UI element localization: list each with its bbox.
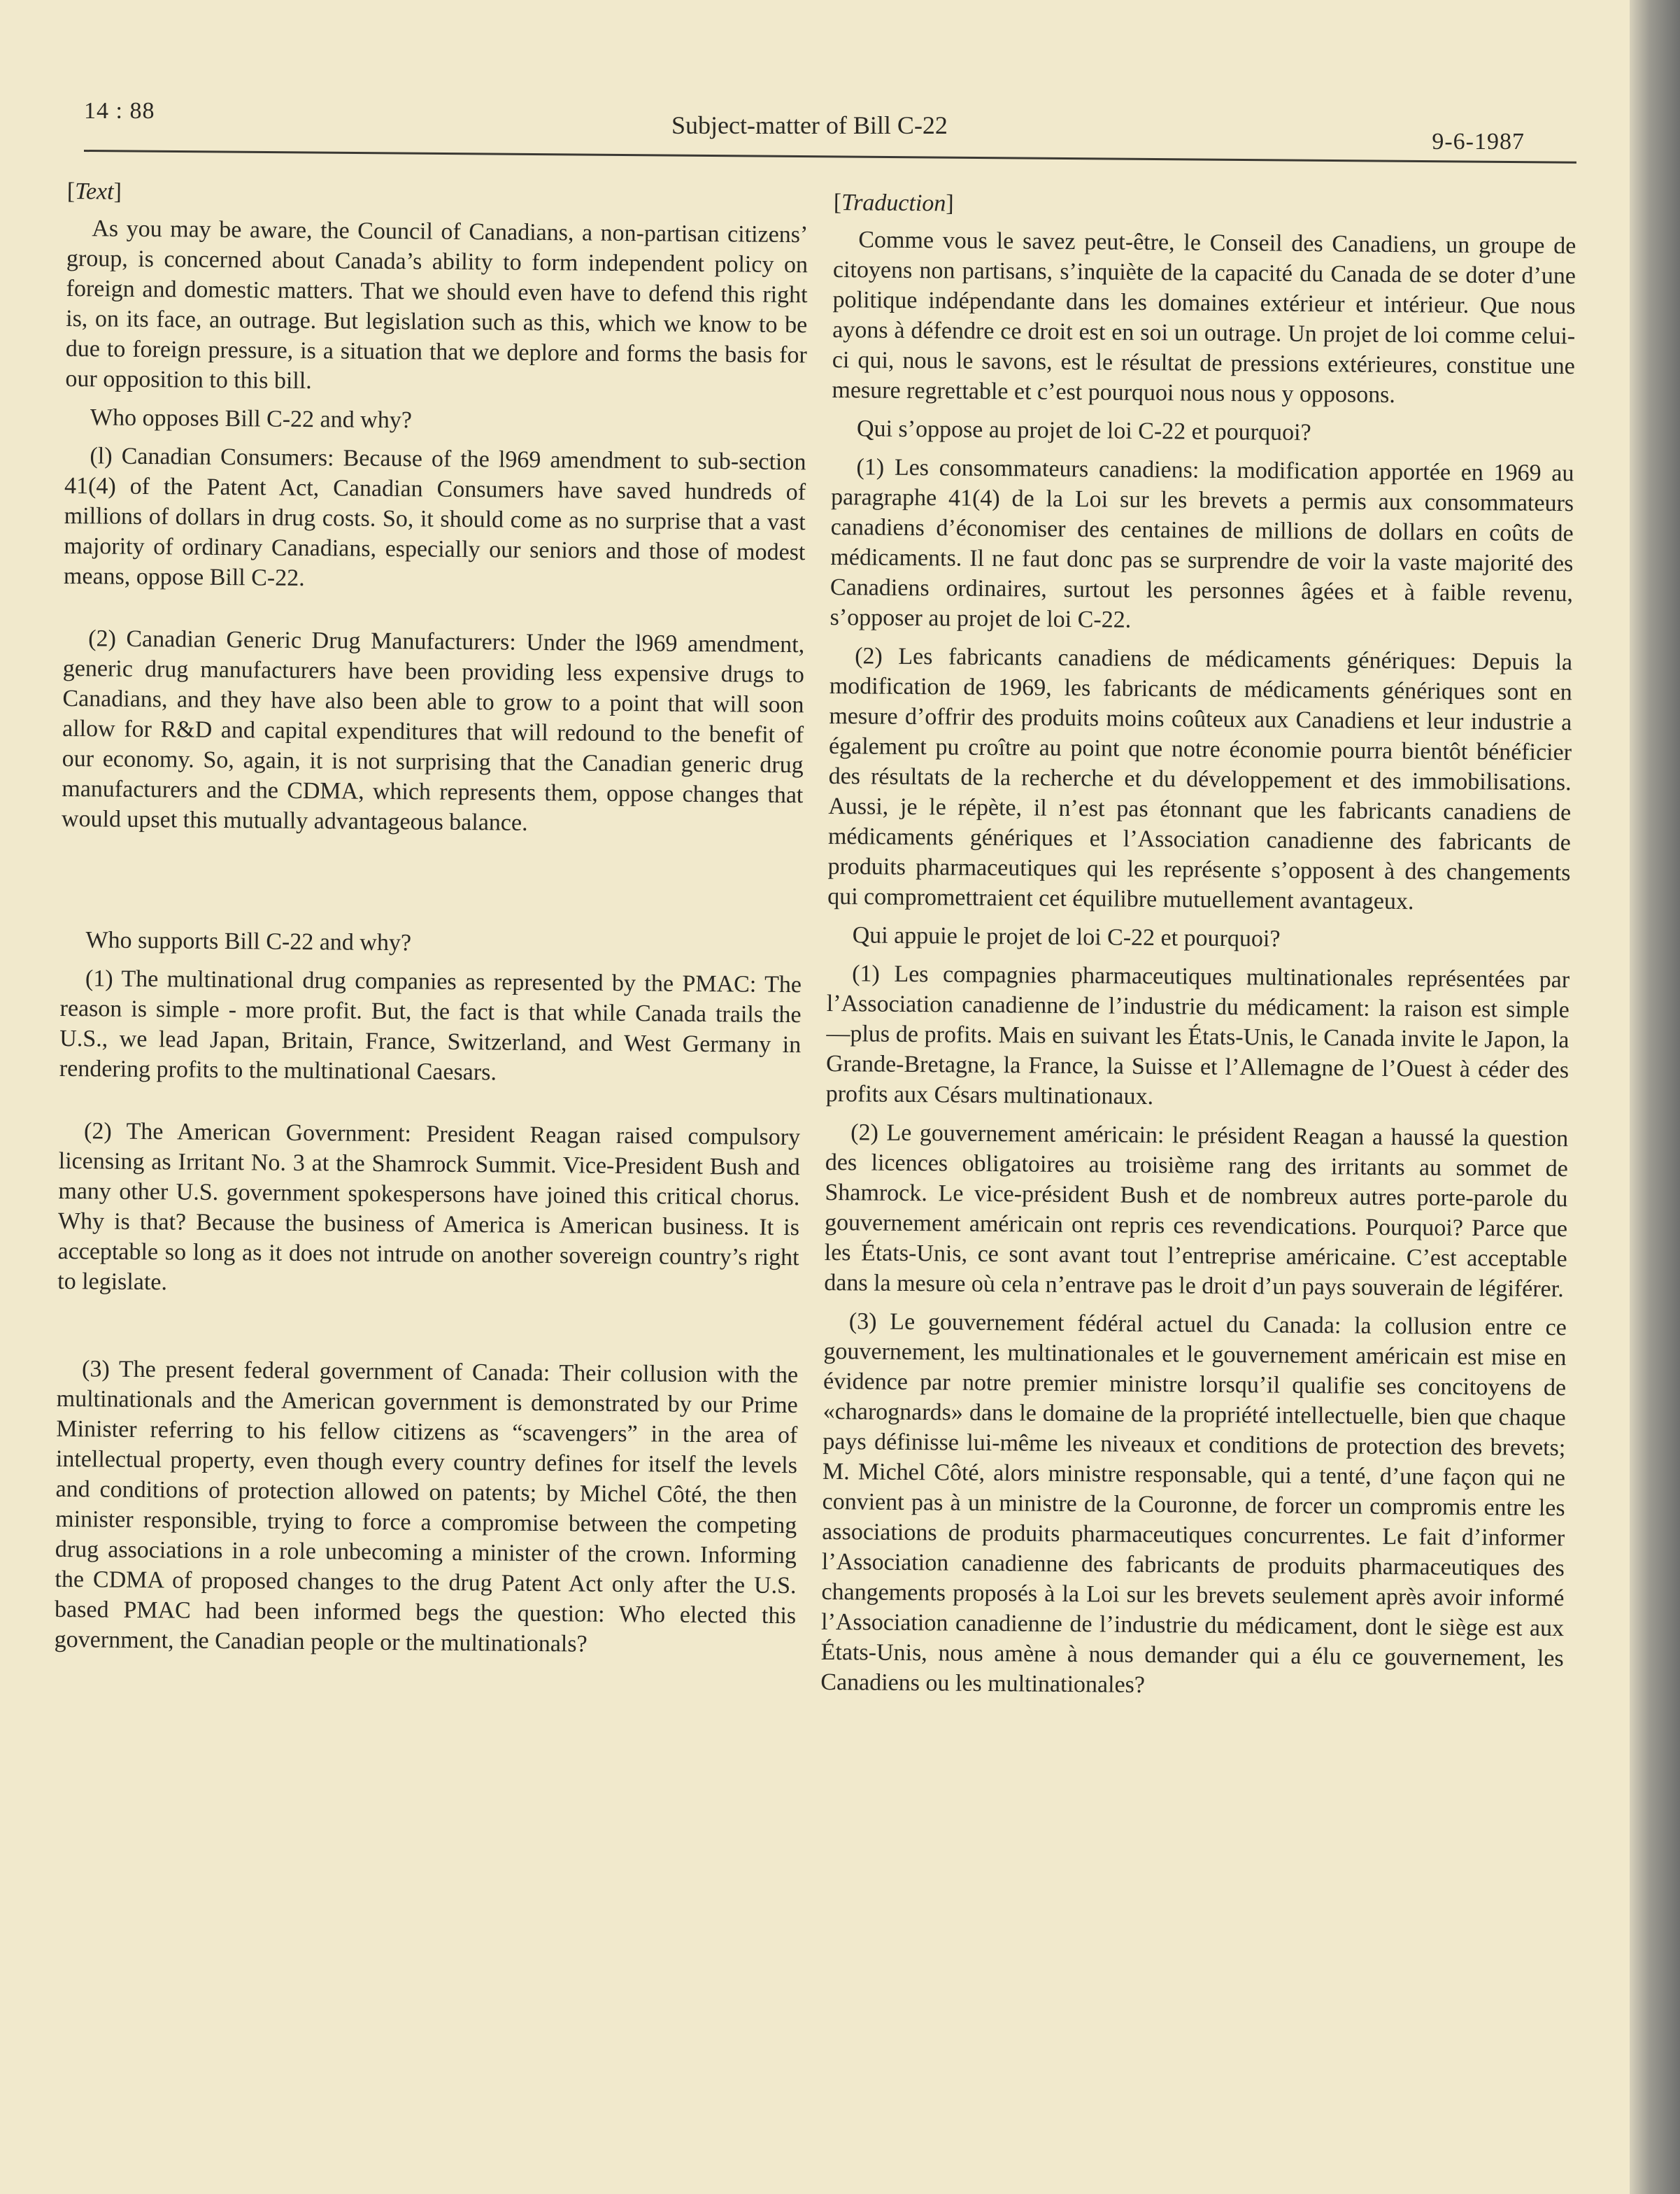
header-rule: [84, 150, 1576, 164]
section-label-text: [Text]: [66, 178, 122, 205]
paragraph-federal-government-fr: (3) Le gouvernement fédéral actuel du Canada: la collusion entre ce gouvernement, les multinationales et le gouvernement américain est mise en évidence par notre premier ministre lorsqu’il qualifie ses concitoyens de «charognards» dans le domaine de la propriété intellectuelle, bien que chaque pays définisse lui-même les niveaux et conditions de protection des brevets; M. Michel Côté, alors ministre responsable, qui a tenté, d’une façon qui ne convient pas à un ministre de la Couronne, de forcer un compromis entre les associations de produits pharmaceutiques concurrentes. Le fait d’informer l’Association canadienne des fabricants de produits pharmaceutiques des changements proposés à la Loi sur les brevets seulement après avoir informé l’Association canadienne de l’industrie du médicament, dont le siège est aux États-Unis, nous amène à nous demander qui a élu ce gouvernement, les Canadiens ou les multinationales?: [820, 1308, 1567, 1698]
paragraph-generic-manufacturers: (2) Canadian Generic Drug Manufacturers: Under the l969 amendment, generic drug manufacturers have been providing less expensive drugs to Canadians, and they have also been able to grow to a point that will soon allow for R&D and capital expenditures that will redound to the benefit of our economy. So, again, it is not surprising that the Canadian generic drug manufacturers and the CDMA, which represents them, oppose changes that would upset this mutually advantageous balance.: [61, 625, 805, 836]
paragraph-american-government: (2) The American Government: President Reagan raised compulsory licensing as Irritant No. 3 at the Shamrock Summit. Vice-President Bush and many other U.S. government spokespersons have joined this critical chorus. Why is that? Because the business of America is American business. It is acceptable so long as it does not intrude on another sovereign country’s right to legislate.: [57, 1118, 801, 1296]
paragraph-opposers-heading: Who opposes Bill C-22 and why?: [90, 404, 413, 434]
paragraph-supporters-heading: Who supports Bill C-22 and why?: [85, 927, 412, 956]
spacer: [61, 842, 803, 931]
section-label-traduction-value: Traduction: [841, 190, 946, 217]
binding-shadow: [1630, 0, 1680, 2194]
section-label-text-value: Text: [74, 178, 114, 205]
paragraph-consumers: (l) Canadian Consumers: Because of the l969 amendment to sub-section 41(4) of the Patent Act, Canadian Consumers have saved hundreds of millions of dollars in drug costs. So, it should come as no surprise that a vast majority of ordinary Canadians, especially our seniors and those of modest means, oppose Bill C-22.: [63, 443, 806, 591]
paragraph-federal-government: (3) The present federal government of Canada: Their collusion with the multinationals and the American government is demonstrated by our Prime Minister referring to his fellow citizens as “scavengers” in the area of intellectual property, even though every country defines for itself the levels and conditions of protection allowed on patents; by Michel Côté, the then minister responsible, trying to force a compromise between the competing drug associations in a role unbecoming a minister of the crown. Informing the CDMA of proposed changes to the drug Patent Act only after the U.S. based PMAC had been informed begs the question: Who elected this government, the Canadian people or the multinationals?: [54, 1356, 799, 1657]
sitting-date: 9-6-1987: [1432, 129, 1525, 155]
french-column: [820, 187, 1576, 1712]
paragraph-consumers-fr: (1) Les consommateurs canadiens: la modification apportée en 1969 au paragraphe 41(4) de la Loi sur les brevets a permis aux consommateurs canadiens d’économiser des centaines de millions de dollars en coûts de médicaments. Il ne faut donc pas se surprendre de voir la vaste majorité des Canadiens ordinaires, surtout les personnes âgées et à faible revenu, s’opposer au projet de loi C-22.: [830, 454, 1574, 633]
spacer: [57, 1305, 799, 1360]
english-column: [54, 176, 809, 1669]
paragraph-opposers-heading-fr: Qui s’oppose au projet de loi C-22 et pourquoi?: [856, 416, 1311, 446]
section-label-traduction: [Traduction]: [833, 189, 954, 217]
paragraph-american-government-fr: (2) Le gouvernement américain: le président Reagan a haussé la question des licences obligatoires au troisième rang des irritants au sommet de Shamrock. Le vice-président Bush et de nombreux autres porte-parole du gouvernement américain ont repris ces revendications. Pourquoi? Parce que les États-Unis, ce sont avant tout l’entreprise américaine. C’est acceptable dans la mesure où cela n’entrave pas le droit d’un pays souverain de légiférer.: [824, 1119, 1569, 1303]
paragraph-multinationals-fr: (1) Les compagnies pharmaceutiques multinationales représentées par l’Association canadienne de l’industrie du médicament: la raison est simple—plus de profits. Mais en suivant les États-Unis, le Canada invite le Japon, la Grande-Bretagne, la France, la Suisse et l’Allemagne de l’Ouest à céder des profits aux Césars multinationaux.: [825, 961, 1570, 1110]
paragraph-intro: As you may be aware, the Council of Canadians, a non-partisan citizens’ group, is concerned about Canada’s ability to form independent policy on foreign and domestic matters. That we should even have to defend this right is, on its face, an outrage. But legislation such as this, which we know to be due to foreign pressure, is a situation that we deplore and forms the basis for our opposition to this bill.: [65, 215, 809, 395]
paragraph-intro-fr: Comme vous le savez peut-être, le Conseil des Canadiens, un groupe de citoyens non partisans, s’inquiète de la capacité du Canada de se doter d’une politique indépendante dans les domaines extérieur et intérieur. Que nous ayons à défendre ce droit est en soi un outrage. Un projet de loi comme celui-ci qui, nous le savons, est le résultat de pressions extérieures, constitue une mesure regrettable et c’est pourquoi nous nous y opposons.: [832, 227, 1576, 409]
paragraph-multinationals: (1) The multinational drug companies as represented by the PMAC: The reason is simple - more profit. But, the fact is that while Canada trails the U.S., we lead Japan, Britain, France, Switzerland, and West Germany in rendering profits to the multinational Caesars.: [59, 965, 802, 1086]
paragraph-generic-manufacturers-fr: (2) Les fabricants canadiens de médicaments génériques: Depuis la modification de 1969, les fabricants de médicaments génériques sont en mesure d’offrir des produits moins coûteux aux Canadiens et leur industrie a également pu croître au point que notre économie pourra bientôt bénéficier des résultats de la recherche et du développement et des immobilisations. Aussi, je le répète, il n’est pas étonnant que les fabricants canadiens de médicaments génériques et l’Association canadienne des fabricants de produits pharmaceutiques qui les représente s’opposent à des changements qui compromettraient cet équilibre mutuellement avantageux.: [827, 643, 1573, 915]
paragraph-supporters-heading-fr: Qui appuie le projet de loi C-22 et pourquoi?: [852, 922, 1281, 952]
running-title: Subject-matter of Bill C-22: [671, 111, 948, 139]
page-number: 14 : 88: [84, 98, 155, 124]
